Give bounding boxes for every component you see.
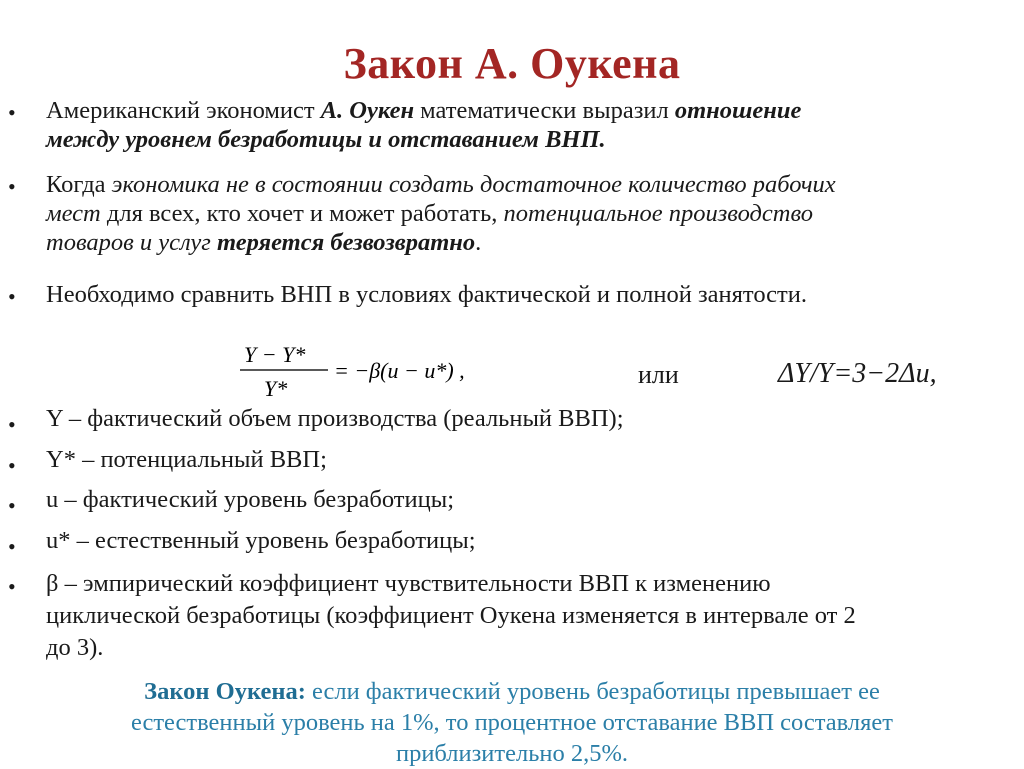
- bullet-line: Американский экономист А. Оукен математически выразил отношение: [46, 97, 802, 124]
- def-y-star: Y* – потенциальный ВВП;: [46, 446, 327, 473]
- law-line: Закон Оукена: если фактический уровень безработицы превышает ее: [144, 678, 880, 705]
- bullet-line: между уровнем безработицы и отставанием ВНП.: [46, 126, 606, 153]
- formula-numerator: Y − Y*: [244, 342, 306, 367]
- def-beta: [46, 568, 856, 664]
- bullet-marker: •: [8, 493, 16, 518]
- formula-denominator: Y*: [264, 376, 288, 401]
- law-line: приблизительно 2,5%.: [395, 740, 629, 767]
- def-u: u – фактический уровень безработицы;: [46, 486, 454, 513]
- law-label: Закон Оукена:: [144, 678, 306, 705]
- bullet-economy: [46, 170, 836, 257]
- bullet-marker: •: [8, 412, 16, 437]
- okun-formula: [236, 334, 536, 404]
- okun-law: [40, 676, 984, 769]
- bullet-marker: •: [8, 174, 16, 199]
- def-u-star: u* – естественный уровень безработицы;: [46, 527, 476, 554]
- formula-or: или: [638, 360, 679, 389]
- def-y: Y – фактический объем производства (реальный ВВП);: [46, 405, 624, 432]
- bullet-line: мест для всех, кто хочет и может работать, потенциальное производство: [46, 200, 814, 227]
- formula-rhs: = −β(u − u*) ,: [334, 358, 465, 383]
- law-line: естественный уровень на 1%, то процентное отставание ВВП составляет: [130, 709, 893, 736]
- bullet-marker: •: [8, 284, 16, 309]
- bullet-line: товаров и услуг теряется безвозвратно.: [46, 229, 482, 256]
- bullet-compare: Необходимо сравнить ВНП в условиях фактической и полной занятости.: [46, 281, 807, 308]
- bullet-line: β – эмпирический коэффициент чувствительности ВВП к изменению: [46, 570, 771, 597]
- bullet-marker: •: [8, 574, 16, 599]
- bullet-line: до 3).: [46, 634, 104, 661]
- formula-alt: ΔY/Y=3−2Δu,: [778, 358, 937, 389]
- bullet-marker: •: [8, 453, 16, 478]
- bullet-line: циклической безработицы (коэффициент Оукена изменяется в интервале от 2: [46, 602, 856, 629]
- bullet-okun-intro: [46, 96, 801, 154]
- bullet-line: Когда экономика не в состоянии создать достаточное количество рабочих: [46, 171, 836, 198]
- bullet-marker: •: [8, 534, 16, 559]
- bullet-marker: •: [8, 100, 16, 125]
- slide-title: Закон А. Оукена: [343, 39, 681, 88]
